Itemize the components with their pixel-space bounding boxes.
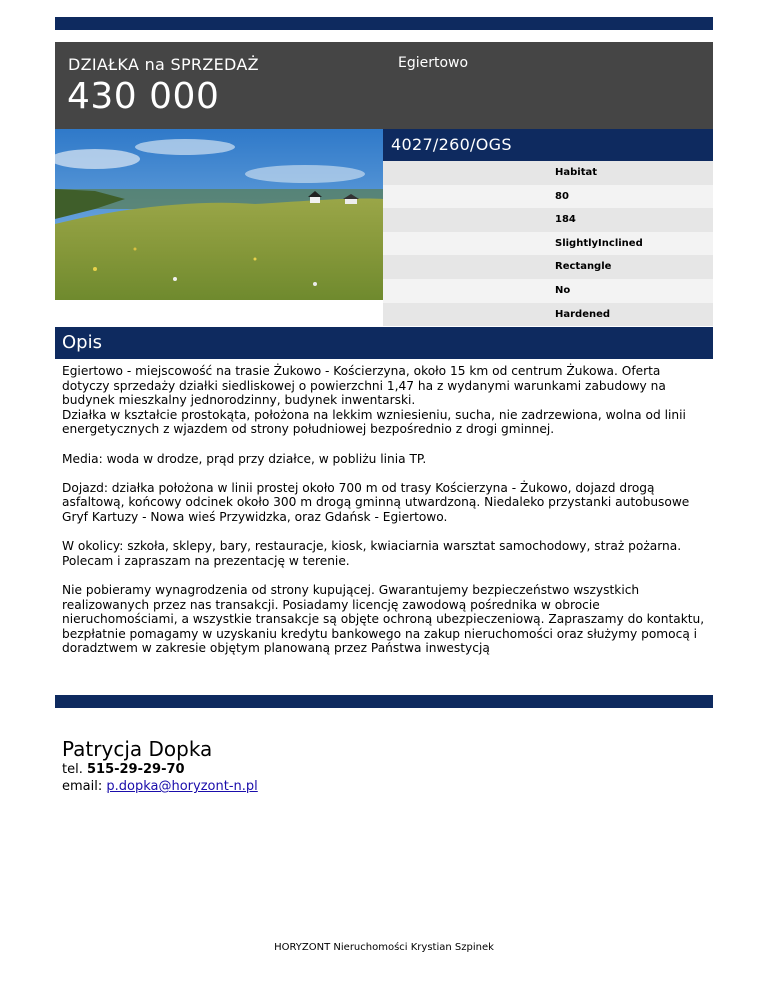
description-paragraph: Nie pobieramy wynagrodzenia od strony kupującej. Gwarantujemy bezpieczeństwo wszystkich realizowanych przez nas transakcji. Posiadamy licencję zawodową pośrednika w obrocie nieruchomościami, a wszystkie transakcje są objęte ochroną ubezpieczeniową. Zapraszamy do kontaktu, bezpłatnie pomagamy w uzyskaniu kredytu bankowego na zakup nieruchomości oraz służymy pomocą i doradztwem w zakresie objętym planowaną przez Państwa inwestycją — [62, 582, 705, 656]
agent-contact — [62, 737, 258, 795]
phone-number: 515-29-29-70 — [86, 762, 185, 777]
listing-price: 430 000 — [67, 76, 220, 117]
reference-number: 4027/260/OGS — [391, 135, 512, 154]
listing-location: Egiertowo — [398, 55, 469, 71]
param-row — [383, 185, 713, 209]
description-paragraph: W okolicy: szkoła, sklepy, bary, restauracje, kiosk, kwiaciarnia warsztat samochodowy, straż pożarna. Polecam i zapraszam na prezentację w terenie. — [62, 539, 682, 568]
param-row — [383, 255, 713, 279]
param-value: 80 — [555, 190, 569, 202]
description-paragraph: Egiertowo - miejscowość na trasie Żukowo - Kościerzyna, około 15 km od centrum Żukowa. Oferta dotyczy sprzedaży działki siedliskowej o powierzchni 1,47 ha z wydanymi warunkami zabudowy na budynek mieszkalny jednorodzinny, budynek inwentarski. Działka w kształcie prostokąta, położona na lekkim wzniesieniu, sucha, nie zadrzewiona, wolna od linii energetycznych z wjazdem od strony południowej bezpośrednio z drogi gminnej. — [62, 364, 686, 437]
reference-bar — [383, 129, 713, 161]
param-row — [383, 208, 713, 232]
param-row — [383, 279, 713, 303]
phone-label: tel. — [62, 762, 83, 777]
description-paragraph: Dojazd: działka położona w linii prostej około 700 m od trasy Kościerzyna - Żukowo, dojazd drogą asfaltową, końcowy odcinek około 300 m drogą gminną utwardzoną. Niedaleko przystanki autobusowe Gryf Kartuzy - Nowa wieś Przywidzka, oraz Gdańsk - Egiertowo. — [62, 480, 690, 524]
top-bar — [55, 17, 713, 30]
param-row — [383, 303, 713, 327]
param-value: No — [555, 284, 571, 296]
property-photo — [55, 129, 383, 300]
description-heading-bar — [55, 327, 713, 359]
param-row — [383, 232, 713, 256]
description-heading: Opis — [62, 332, 102, 353]
bottom-bar — [55, 695, 713, 708]
listing-header — [55, 42, 713, 129]
param-value: Hardened — [555, 308, 611, 320]
description-paragraph: Media: woda w drodze, prąd przy działce, w pobliżu linia TP. — [62, 451, 427, 466]
parameters-table — [383, 161, 713, 326]
param-value: Rectangle — [555, 261, 612, 273]
agent-phone-line — [62, 761, 258, 778]
email-link[interactable]: p.dopka@horyzont-n.pl — [106, 779, 258, 794]
email-label: email: — [62, 779, 103, 794]
param-value: 184 — [555, 214, 576, 226]
listing-type: DZIAŁKA na SPRZEDAŻ — [68, 55, 259, 74]
agent-email-line — [62, 778, 258, 795]
footer-company: HORYZONT Nieruchomości Krystian Szpinek — [274, 942, 494, 953]
param-value: SlightlyInclined — [555, 237, 643, 249]
param-row — [383, 161, 713, 185]
param-value: Habitat — [555, 167, 598, 178]
agent-name: Patrycja Dopka — [62, 737, 213, 761]
description — [62, 364, 710, 670]
